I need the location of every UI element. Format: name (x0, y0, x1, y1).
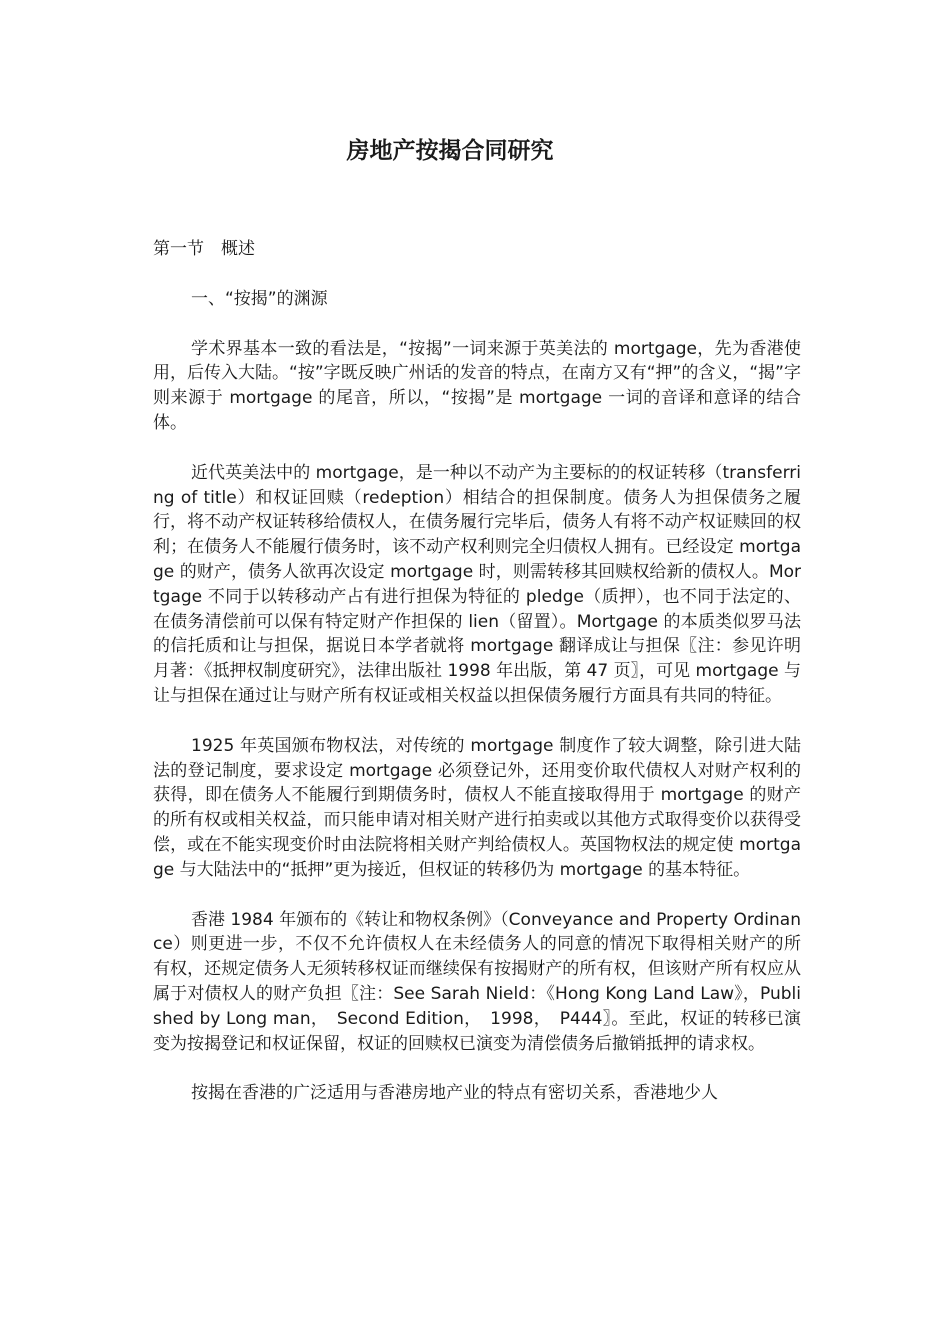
paragraph: 学术界基本一致的看法是，“按揭”一词来源于英美法的 mortgage，先为香港使用，后传入大陆。“按”字既反映广州话的发音的特点，在南方又有“押”的含义，“揭”字则来源于 mortgage 的尾音，所以，“按揭”是 mortgage 一词的音译和意译的结合体。 (153, 338, 801, 433)
paragraph: 1925 年英国颁布物权法，对传统的 mortgage 制度作了较大调整，除引进大陆法的登记制度，要求设定 mortgage 必须登记外，还用变价取代债权人对财产权利的获得，即在债务人不能履行到期债务时，债权人不能直接取得用于 mortgage 的财产的所有权或相关权益，而只能申请对相关财产进行拍卖或以其他方式取得变价以获得受偿，或在不能实现变价时由法院将相关财产判给债权人。英国物权法的规定使 mortgage 与大陆法中的“抵押”更为接近，但权证的转移仍为 mortgage 的基本特征。 (153, 735, 801, 880)
paragraph: 按揭在香港的广泛适用与香港房地产业的特点有密切关系，香港地少人 (191, 1083, 718, 1104)
document-body (153, 237, 801, 1131)
document-title: 房地产按揭合同研究 (346, 137, 554, 164)
paragraph: 香港 1984 年颁布的《转让和物权条例》（Conveyance and Property Ordinance）则更进一步，不仅不允许债权人在未经债务人的同意的情况下取得相关财产的所有权，还规定债务人无须转移权证而继续保有按揭财产的所有权，但该财产所有权应从属于对债权人的财产负担〖注：See Sarah Nield：《Hong Kong Land Law》，Published by Long man， Second Edition， 1998， P444〗。至此，权证的转移已演变为按揭登记和权证保留，权证的回赎权已演变为清偿债务后撤销抵押的请求权。 (153, 909, 801, 1054)
paragraph: 近代英美法中的 mortgage，是一种以不动产为主要标的的权证转移（transferring of title）和权证回赎（redeption）相结合的担保制度。债务人为担保债务之履行，将不动产权证转移给债权人，在债务履行完毕后，债务人有将不动产权证赎回的权利；在债务人不能履行债务时，该不动产权利则完全归债权人拥有。已经设定 mortgage 的财产，债务人欲再次设定 mortgage 时，则需转移其回赎权给新的债权人。Mortgage 不同于以转移动产占有进行担保为特征的 pledge（质押），也不同于法定的、在债务清偿前可以保有特定财产作担保的 lien（留置）。Mortgage 的本质类似罗马法的信托质和让与担保，据说日本学者就将 mortgage 翻译成让与担保〖注：参见许明月著：《抵押权制度研究》，法律出版社 1998 年出版，第 47 页〗，可见 mortgage 与让与担保在通过让与财产所有权证或相关权益以担保债务履行方面具有共同的特征。 (153, 462, 801, 706)
section-heading: 第一节 概述 (153, 239, 255, 259)
subsection-heading: 一、“按揭”的渊源 (191, 288, 328, 309)
